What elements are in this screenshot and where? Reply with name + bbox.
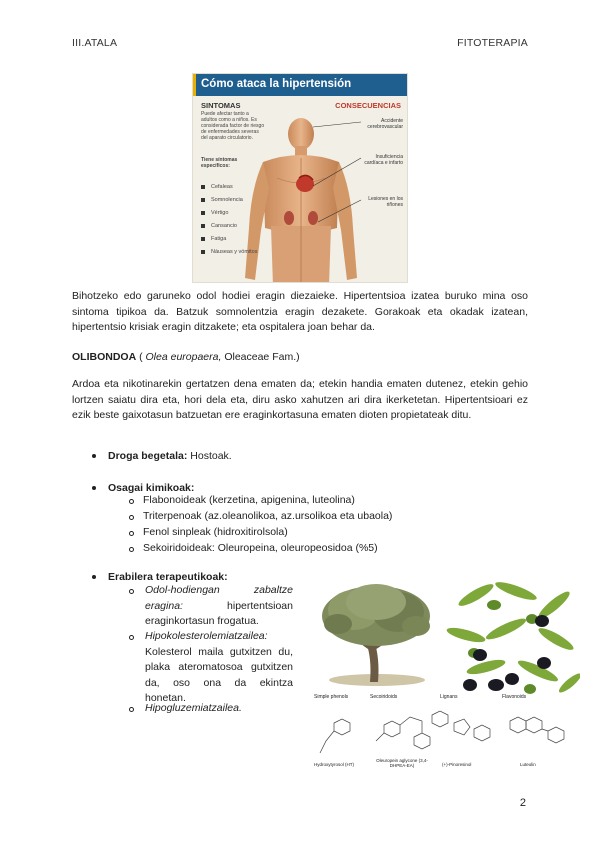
header-subject: FITOTERAPIA — [457, 37, 528, 49]
chemical-structures — [314, 694, 580, 772]
chem-label: Secoiridoids — [370, 694, 398, 700]
erabilera-text: hipertentsioan eraginkortasun frogatua. — [145, 599, 293, 627]
bullet-dot — [92, 454, 96, 458]
section-open: ( — [136, 351, 146, 363]
section-name: OLIBONDOA — [72, 351, 137, 363]
olive-tree-image — [314, 578, 440, 690]
sub-bullet — [129, 635, 134, 640]
bullet-dot — [92, 575, 96, 579]
olives-leaves-image — [446, 575, 580, 699]
consequence-item: Insuficiencia cardíaca e infarto — [364, 154, 403, 166]
erabilera-term: Hipokolesterolemiatzailea: — [145, 630, 268, 642]
sub-bullet — [129, 547, 134, 552]
osagai-item: Triterpenoak (az.oleanolikoa, az.ursolikoa eta ubaola) — [143, 510, 393, 522]
erabilera-text: Kolesterol maila gutxitzen du, plaka ateromatosoa gutxitzen da, oso ona da ekintza honetan. — [145, 645, 293, 704]
symptoms-heading: SINTOMAS — [201, 101, 241, 110]
symptoms-subheading: Tiene síntomas específicos: — [201, 157, 238, 169]
osagai-item: Fenol sinpleak (hidroxitirolsola) — [143, 526, 288, 538]
symptom-item: Somnolencia — [201, 197, 257, 210]
erabilera-item — [145, 583, 293, 630]
erabilera-item — [145, 629, 293, 707]
sub-bullet — [129, 531, 134, 536]
sub-bullet — [129, 707, 134, 712]
page-number: 2 — [519, 797, 526, 809]
header-chapter: III.ATALA — [72, 37, 118, 49]
section-heading — [72, 351, 300, 363]
section-latin-name: Olea europaera, — [145, 351, 222, 363]
chem-label: Flavonoids — [502, 694, 527, 700]
symptom-item: Vértigo — [201, 210, 257, 223]
chem-label: Luteolin — [520, 762, 536, 767]
erabilera-term: Odol-hodiengan zabaltze eragina: — [145, 584, 293, 612]
description-paragraph: Ardoa eta nikotinarekin gertatzen dena ematen da; etekin handia ematen dutenez, etekin gehio lortzen saiatu dira eta, hori dela eta, diru asko xahutzen ari dira ikerketetan. Hipertentsioari ez ezik beste gaixotasun batzuetan ere eraginkortasuna ematen dioten propietateak ditu. — [72, 378, 528, 421]
symptoms-description: Puede afectar tanto a adultos como a niños. Es considerada factor de riesgo de enfermedades severas del aparato circulatorio. — [201, 111, 265, 141]
chem-label: Lignans — [440, 694, 458, 700]
callout-lines — [193, 74, 408, 283]
erabilera-term: Hipogluzemiatzailea. — [145, 702, 242, 714]
erabilera-label: Erabilera terapeutikoak: — [108, 571, 228, 583]
infographic-title: Cómo ataca la hipertensión — [193, 74, 407, 96]
symptom-item: Náuseas y vómitos — [201, 249, 257, 262]
consequence-item: Accidente cerebrovascular — [367, 118, 403, 130]
chemical-structure-drawings — [314, 701, 580, 759]
consequence-item: Lesiones en los riñones — [368, 196, 403, 208]
osagai-item: Flabonoideak (kerzetina, apigenina, luteolina) — [143, 494, 355, 506]
hypertension-infographic — [192, 73, 408, 283]
chem-label: (+)-Pinoresinol — [442, 762, 472, 767]
bullet-dot — [92, 486, 96, 490]
symptom-item: Cansancio — [201, 223, 257, 236]
erabilera-item — [145, 701, 293, 717]
chem-label: Oleuropein aglycone (3,4-DHPEA-EA) — [376, 758, 428, 768]
osagai-label: Osagai kimikoak: — [108, 482, 195, 494]
consequences-heading: CONSECUENCIAS — [335, 101, 401, 110]
droga-item — [108, 449, 232, 463]
droga-label: Droga begetala: — [108, 450, 188, 462]
chem-label: Hydroxytyrosol (HT) — [314, 762, 355, 767]
sub-bullet — [129, 499, 134, 504]
symptom-item: Fatiga — [201, 236, 257, 249]
osagai-item: Sekoiridoideak: Oleuropeina, oleuropeosidoa (%5) — [143, 542, 378, 554]
chem-label: Simple phenols — [314, 694, 349, 700]
droga-value: Hostoak. — [187, 450, 232, 462]
sub-bullet — [129, 515, 134, 520]
section-family: Oleaceae Fam.) — [221, 351, 300, 363]
intro-paragraph: Bihotzeko edo garuneko odol hodiei eragin diezaieke. Hipertentsioa izatea buruko mina oso sintoma tipikoa da. Batzuk somnolentzia eragin dezakete. Gorakoak eta okadak izatean, hipertentsio krisiak eragin ditzakete; eta ospitalera joan behar da. — [72, 290, 528, 333]
symptom-item: Cefaleas — [201, 184, 257, 197]
sub-bullet — [129, 589, 134, 594]
